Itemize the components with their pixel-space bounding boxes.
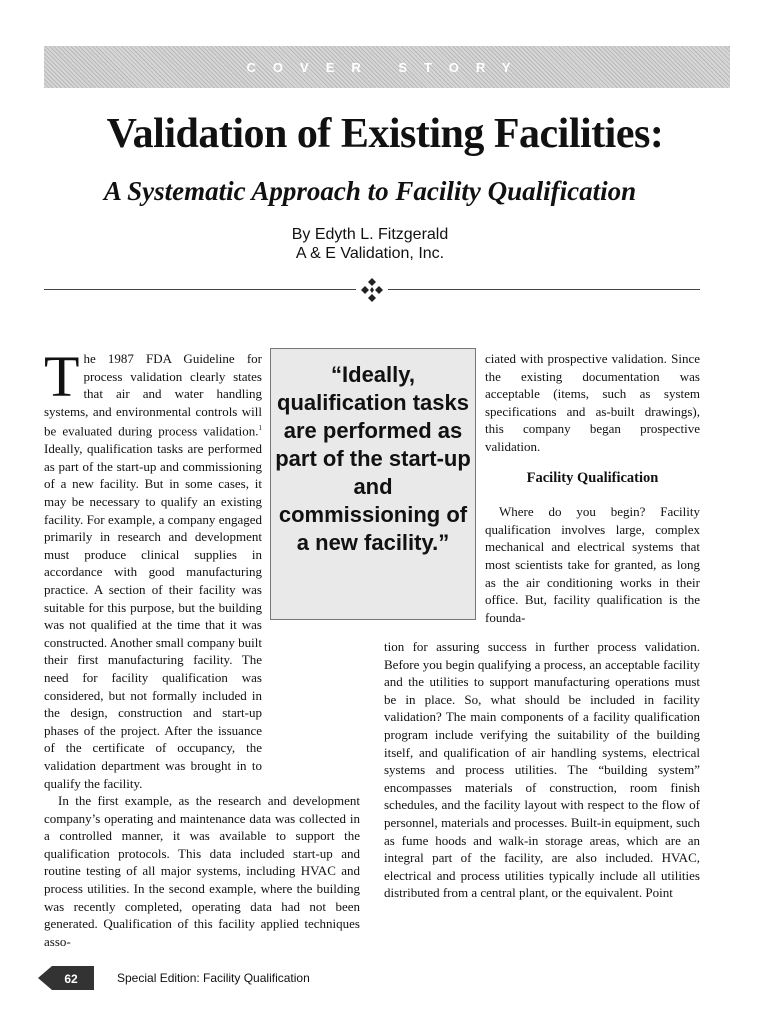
cover-story-banner: [44, 46, 730, 88]
section-heading-facility-qualification: Facility Qualification: [526, 469, 659, 486]
banner-text: COVER STORY: [246, 59, 528, 75]
page-number-tab: [38, 966, 94, 990]
footer-publication: Special Edition: Facility Qualification: [117, 971, 310, 985]
article-title: Validation of Existing Facilities:: [106, 111, 664, 157]
byline-author: By Edyth L. Fitzgerald: [291, 226, 449, 243]
column-3: [485, 350, 700, 626]
divider-left: [44, 289, 356, 290]
divider-right: [388, 289, 700, 290]
footnote-marker: 1: [258, 424, 262, 433]
column-1-top: [44, 344, 262, 792]
column-1-lower: [44, 792, 360, 950]
col3-paragraph-1: ciated with prospective validation. Since the existing documentation was acceptable (items, such as system specifications and as-built drawings), this company began prospective validation.: [485, 351, 700, 454]
intro-continued: Ideally, qualification tasks are performed as part of the start-up and commissioning of a new facility. But in some cases, it may be necessary to qualify an existing facility. For example, a company engaged primarily in research and development must produce clinical supplies in accordance with good manufacturing practice. A section of their facility was suitable for this purpose, but the building was not qualified at the time that it was constructed. Another small company built their first manufacturing facility. The need for facility qualification was considered, but not formally included in the design, construction and start-up phases of the project. After the issuance of the certificate of occupancy, the validation department was brought in to qualify the facility.: [44, 441, 262, 791]
byline-company: A & E Validation, Inc.: [295, 245, 445, 262]
drop-cap: T: [44, 344, 80, 409]
article-subtitle: A Systematic Approach to Facility Qualification: [103, 176, 637, 206]
page-number: 62: [64, 972, 78, 986]
col3-paragraph-2: Where do you begin? Facility qualification involves large, complex mechanical and electrical systems that most scientists take for granted, as long as the air conditioning works in their office. But, facility qualification is the founda-: [485, 504, 700, 625]
pull-quote: “Ideally, qualification tasks are performed as part of the start-up and commissioning of a new facility.”: [270, 348, 476, 620]
col1-paragraph-2: In the first example, as the research and development company’s operating and maintenance data was collected in a controlled manner, it was available to support the qualification protocols. This data included start-up and routine testing of all major systems, including HVAC and process utilities. In the second example, where the building was recently completed, operating data had not been generated. Qualification of this facility applied techniques asso-: [44, 793, 360, 949]
diamond-ornament-icon: [361, 278, 383, 302]
column-2: [384, 638, 700, 902]
intro-text: he 1987 FDA Guideline for process validation clearly states that air and water handling systems, and environmental controls will be evaluated during process validation.: [44, 351, 262, 439]
col2-paragraph: tion for assuring success in further process validation. Before you begin qualifying a process, an acceptable facility and the utilities to support manufacturing operations must be in place. So, what should be included in facility validation? The main components of a facility qualification program include verifying the suitability of the building itself, and qualification of air handling systems, electrical systems and process utilities. The “building system” encompasses materials of construction, room finish schedules, and the facility layout with respect to the flow of personnel, materials and processes. Built-in equipment, such as fume hoods and walk-in storage areas, which are an integral part of the facility, are also included. HVAC, electrical and process utilities typically include all utilities distributed from a central plant, or the equivalent. Point: [384, 639, 700, 901]
